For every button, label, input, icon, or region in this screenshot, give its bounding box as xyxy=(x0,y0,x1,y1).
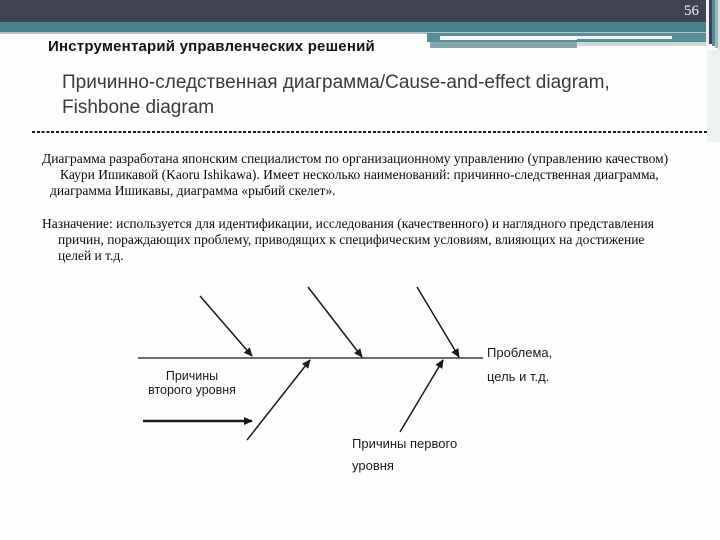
paragraph-line: Назначение: используется для идентификации, исследования (качественного) и наглядного представления xyxy=(42,216,654,231)
subcause-branch-2 xyxy=(400,360,443,432)
paragraph-line: Каури Ишикавой (Kaoru Ishikawa). Имеет несколько наименований: причинно-следственная диаграмма, xyxy=(60,166,659,182)
problem-label-line: Проблема, xyxy=(487,345,553,360)
first-level-causes-label xyxy=(352,433,457,476)
cause-arrow-3 xyxy=(417,287,459,357)
problem-label xyxy=(487,341,552,389)
cause-arrow-1 xyxy=(200,296,252,356)
cause-arrow-2 xyxy=(308,287,362,357)
first-level-label-line: Причины первого xyxy=(352,436,458,451)
second-level-label-line: второго уровня xyxy=(148,383,236,397)
subcause-branch-1 xyxy=(247,360,310,440)
slide-title-line: Причинно-следственная диаграмма/Cause-and-effect diagram, xyxy=(62,72,610,93)
paragraph-line: диаграмма Ишикавы, диаграмма «рыбий скелет». xyxy=(50,182,336,198)
second-level-causes-label xyxy=(146,369,238,397)
page-number: 56 xyxy=(684,3,699,19)
first-level-label-line: уровня xyxy=(352,457,394,473)
paragraph-line: Диаграмма разработана японским специалистом по организационному управлению (управлению качеством) xyxy=(42,151,669,166)
second-level-label-line: Причины xyxy=(165,369,219,383)
problem-label-line: цель и т.д. xyxy=(487,369,550,384)
slide-header-title: Инструментарий управленческих решений xyxy=(48,38,375,55)
slide-title-line: Fishbone diagram xyxy=(62,97,215,118)
paragraph-line: причин, пораждающих проблему, приводящих к специфическим условиям, влияющих на достижение xyxy=(58,231,645,247)
paragraph-line: целей и т.д. xyxy=(58,247,124,263)
